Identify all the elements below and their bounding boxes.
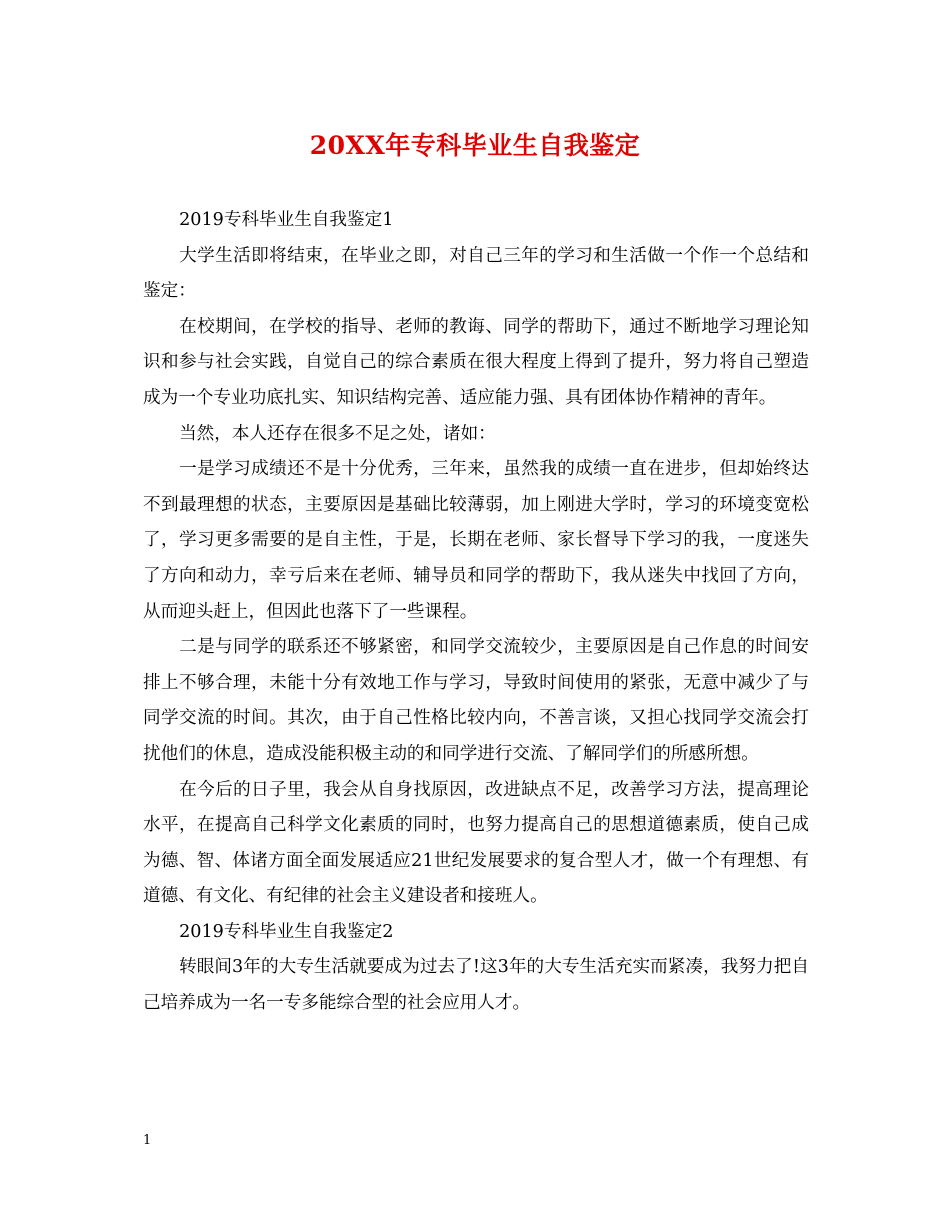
paragraph: 转眼间3年的大专生活就要成为过去了!这3年的大专生活充实而紧凑，我努力把自己培养成为一名一专多能综合型的社会应用人才。 [143, 957, 809, 1014]
section-heading-2: 2019专科毕业生自我鉴定2 [179, 921, 394, 942]
paragraph: 一是学习成绩还不是十分优秀，三年来，虽然我的成绩一直在进步，但却始终达不到最理想的状态，主要原因是基础比较薄弱，加上刚进大学时，学习的环境变宽松了，学习更多需要的是自主性，于是，长期在老师、家长督导下学习的我，一度迷失了方向和动力，幸亏后来在老师、辅导员和同学的帮助下，我从迷失中找回了方向，从而迎头赶上，但因此也落下了一些课程。 [143, 459, 809, 622]
section-heading-1: 2019专科毕业生自我鉴定1 [179, 210, 394, 230]
document-body [143, 203, 809, 1022]
document-title: 20XX年专科毕业生自我鉴定 [309, 131, 641, 160]
paragraph: 大学生活即将结束，在毕业之即，对自己三年的学习和生活做一个作一个总结和鉴定： [143, 245, 809, 302]
page-number: 1 [143, 1133, 152, 1148]
paragraph: 二是与同学的联系还不够紧密，和同学交流较少，主要原因是自己作息的时间安排上不够合理，未能十分有效地工作与学习，导致时间使用的紧张，无意中减少了与同学交流的时间。其次，由于自己性格比较内向，不善言谈，又担心找同学交流会打扰他们的休息，造成没能积极主动的和同学进行交流、了解同学们的所感所想。 [143, 637, 809, 764]
paragraph: 在校期间，在学校的指导、老师的教诲、同学的帮助下，通过不断地学习理论知识和参与社会实践，自觉自己的综合素质在很大程度上得到了提升，努力将自己塑造成为一个专业功底扎实、知识结构完善、适应能力强、具有团体协作精神的青年。 [143, 316, 809, 408]
paragraph: 当然，本人还存在很多不足之处，诸如： [179, 423, 496, 444]
paragraph: 在今后的日子里，我会从自身找原因，改进缺点不足，改善学习方法，提高理论水平，在提高自己科学文化素质的同时，也努力提高自己的思想道德素质，使自己成为德、智、体诸方面全面发展适应21世纪发展要求的复合型人才，做一个有理想、有道德、有文化、有纪律的社会主义建设者和接班人。 [143, 779, 809, 907]
